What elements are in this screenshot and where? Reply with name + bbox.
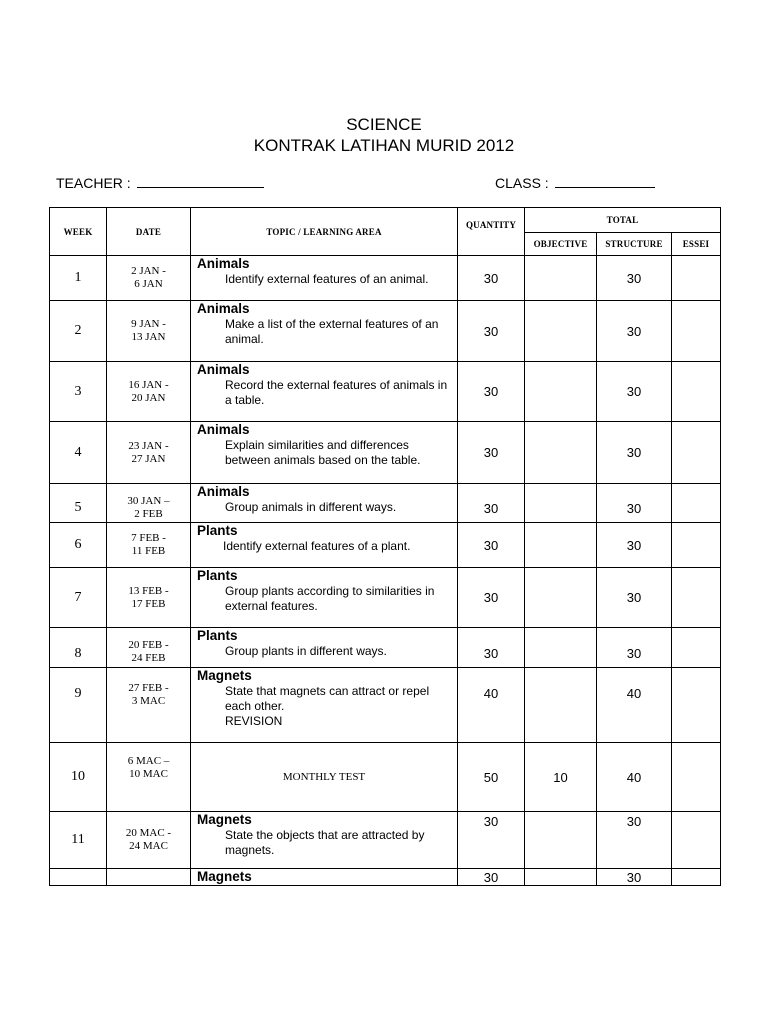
topic-cell: Animals Group animals in different ways. <box>191 484 458 523</box>
essei-cell <box>672 812 721 869</box>
essei-cell <box>672 568 721 628</box>
table-row <box>50 812 721 869</box>
topic-cell: Plants Group plants according to similarities in external features. <box>191 568 458 628</box>
essei-cell <box>672 743 721 812</box>
subject-title: SCIENCE <box>346 115 422 134</box>
date-cell: 27 FEB - 3 MAC <box>107 668 191 743</box>
table-row <box>50 256 721 301</box>
week-cell: 11 <box>50 812 107 869</box>
date-cell: 23 JAN - 27 JAN <box>107 422 191 484</box>
objective-cell <box>525 668 597 743</box>
essei-cell <box>672 869 721 886</box>
objective-cell <box>525 484 597 523</box>
quantity-cell: 30 <box>458 628 525 668</box>
class-field <box>495 174 655 191</box>
header-topic: TOPIC / LEARNING AREA <box>191 208 458 256</box>
structure-cell: 30 <box>597 422 672 484</box>
document-title: KONTRAK LATIHAN MURID 2012 <box>253 136 515 155</box>
essei-cell <box>672 256 721 301</box>
week-cell: 10 <box>50 743 107 812</box>
structure-cell: 30 <box>597 568 672 628</box>
table-row <box>50 484 721 523</box>
monthly-test-label: MONTHLY TEST <box>282 771 366 783</box>
class-label: CLASS : <box>495 175 549 191</box>
table-row <box>50 668 721 743</box>
date-cell: 6 MAC – 10 MAC <box>107 743 191 812</box>
structure-cell: 30 <box>597 362 672 422</box>
essei-cell <box>672 668 721 743</box>
table-row <box>50 869 721 886</box>
structure-cell: 30 <box>597 812 672 869</box>
week-cell: 6 <box>50 523 107 568</box>
header-essei: ESSEI <box>672 233 721 256</box>
objective-cell <box>525 628 597 668</box>
topic-cell <box>191 743 458 812</box>
table-row <box>50 301 721 362</box>
objective-cell <box>525 869 597 886</box>
table-row <box>50 362 721 422</box>
header-date: DATE <box>107 208 191 256</box>
topic-cell: Magnets State that magnets can attract or repel each other. REVISION <box>191 668 458 743</box>
table-row <box>50 628 721 668</box>
quantity-cell: 30 <box>458 422 525 484</box>
header-total: TOTAL <box>525 208 721 233</box>
quantity-cell: 30 <box>458 301 525 362</box>
essei-cell <box>672 484 721 523</box>
quantity-cell: 30 <box>458 523 525 568</box>
topic-cell: Magnets <box>191 869 458 886</box>
topic-cell: Animals Record the external features of animals in a table. <box>191 362 458 422</box>
date-cell: 20 MAC - 24 MAC <box>107 812 191 869</box>
week-cell <box>50 869 107 886</box>
week-cell: 9 <box>50 668 107 743</box>
table-row <box>50 422 721 484</box>
essei-cell <box>672 301 721 362</box>
quantity-cell: 30 <box>458 484 525 523</box>
quantity-cell: 30 <box>458 362 525 422</box>
quantity-cell: 30 <box>458 869 525 886</box>
week-cell: 2 <box>50 301 107 362</box>
table-row <box>50 568 721 628</box>
topic-cell: Plants Identify external features of a plant. <box>191 523 458 568</box>
objective-cell <box>525 523 597 568</box>
week-cell: 5 <box>50 484 107 523</box>
header-week: WEEK <box>50 208 107 256</box>
structure-cell: 30 <box>597 484 672 523</box>
date-cell: 20 FEB - 24 FEB <box>107 628 191 668</box>
teacher-blank-line <box>137 174 264 188</box>
essei-cell <box>672 422 721 484</box>
teacher-label: TEACHER : <box>56 175 131 191</box>
structure-cell: 30 <box>597 301 672 362</box>
date-cell: 2 JAN - 6 JAN <box>107 256 191 301</box>
essei-cell <box>672 523 721 568</box>
structure-cell: 40 <box>597 743 672 812</box>
date-cell: 16 JAN - 20 JAN <box>107 362 191 422</box>
objective-cell <box>525 301 597 362</box>
essei-cell <box>672 628 721 668</box>
structure-cell: 30 <box>597 869 672 886</box>
topic-cell: Magnets State the objects that are attracted by magnets. <box>191 812 458 869</box>
week-cell: 8 <box>50 628 107 668</box>
date-cell: 9 JAN - 13 JAN <box>107 301 191 362</box>
topic-cell: Animals Explain similarities and differences between animals based on the table. <box>191 422 458 484</box>
date-cell: 13 FEB - 17 FEB <box>107 568 191 628</box>
structure-cell: 30 <box>597 256 672 301</box>
topic-cell: Plants Group plants in different ways. <box>191 628 458 668</box>
objective-cell <box>525 812 597 869</box>
teacher-field <box>56 174 264 191</box>
structure-cell: 30 <box>597 523 672 568</box>
week-cell: 4 <box>50 422 107 484</box>
week-cell: 3 <box>50 362 107 422</box>
table-row <box>50 523 721 568</box>
topic-cell: Animals Identify external features of an animal. <box>191 256 458 301</box>
structure-cell: 30 <box>597 628 672 668</box>
objective-cell <box>525 422 597 484</box>
header-objective: OBJECTIVE <box>525 233 597 256</box>
date-cell <box>107 869 191 886</box>
week-cell: 7 <box>50 568 107 628</box>
quantity-cell: 50 <box>458 743 525 812</box>
table-row <box>50 743 721 812</box>
objective-cell <box>525 362 597 422</box>
structure-cell: 40 <box>597 668 672 743</box>
week-cell: 1 <box>50 256 107 301</box>
date-cell: 7 FEB - 11 FEB <box>107 523 191 568</box>
date-cell: 30 JAN – 2 FEB <box>107 484 191 523</box>
objective-cell <box>525 568 597 628</box>
quantity-cell: 30 <box>458 568 525 628</box>
quantity-cell: 30 <box>458 256 525 301</box>
objective-cell <box>525 256 597 301</box>
topic-cell: Animals Make a list of the external features of an animal. <box>191 301 458 362</box>
contract-table <box>49 207 721 886</box>
quantity-cell: 30 <box>458 812 525 869</box>
essei-cell <box>672 362 721 422</box>
header-quantity: QUANTITY <box>458 208 525 256</box>
quantity-cell: 40 <box>458 668 525 743</box>
objective-cell: 10 <box>525 743 597 812</box>
header-structure: STRUCTURE <box>597 233 672 256</box>
class-blank-line <box>555 174 655 188</box>
